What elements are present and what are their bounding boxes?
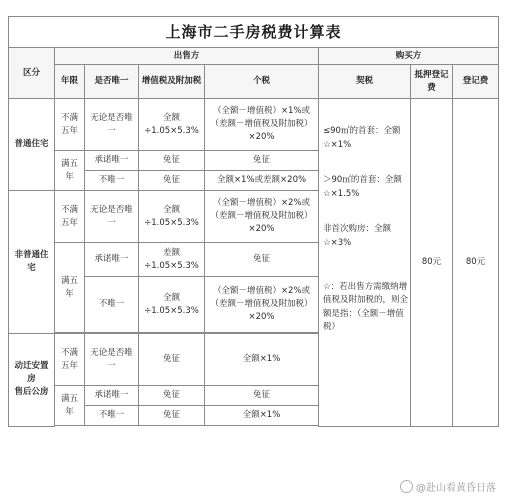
table-title: 上海市二手房税费计算表 [9,17,499,48]
ordinary-vat-exempt: 免征 [139,151,205,171]
ordinary-unique-yes: 承诺唯一 [85,151,139,171]
registration-fee-value: 80元 [453,99,499,427]
non-ordinary-personal-tax-2: （全额－增值税）×2%或（差额－增值税及附加税）×20% [205,277,319,333]
watermark [400,479,496,494]
deed-first-large: ＞90㎡的首套：全额☆×1.5% [323,175,402,199]
resettlement-vat-exempt: 免征 [139,334,205,386]
ordinary-vat-exempt-2: 免征 [139,171,205,191]
watermark-logo-icon [400,480,413,493]
header-mortgage-fee: 抵押登记费 [411,65,453,99]
resettlement-unique-no: 不唯一 [85,406,139,426]
non-ordinary-unique-no: 不唯一 [85,277,139,333]
non-ordinary-under5: 不满五年 [55,191,85,243]
header-registration-fee: 登记费 [453,65,499,99]
resettlement-tax-exempt: 免征 [205,386,319,406]
header-deed-tax: 契税 [319,65,411,99]
section-ordinary [9,99,55,191]
header-seller: 出售方 [55,48,319,65]
mortgage-fee-value: 80元 [411,99,453,427]
non-ordinary-vat-full-2: 全额÷1.05×5.3% [139,277,205,333]
non-ordinary-vat: 全额÷1.05×5.3% [139,191,205,243]
ordinary-unique-no: 不唯一 [85,171,139,191]
header-category: 区分 [9,48,55,99]
resettlement-any-unique: 无论是否唯一 [85,334,139,386]
header-years: 年限 [55,65,85,99]
resettlement-under5: 不满五年 [55,334,85,386]
spacer [323,152,408,174]
header-buyer: 购买方 [319,48,499,65]
resettlement-unique-yes: 承诺唯一 [85,386,139,406]
deed-note: ☆：若出售方需缴纳增值税及附加税的，则全额是指：（全额－增值税） [323,281,409,333]
section-ordinary-label: 普通住宅 [14,138,49,149]
ordinary-any-unique: 无论是否唯一 [85,99,139,151]
section-resettlement [9,334,55,427]
spacer [323,251,408,281]
ordinary-tax-over5-no: 全额×1%或差额×20% [205,171,319,191]
section-public-housing-label: 售后公房 [14,387,49,398]
non-ordinary-any-unique: 无论是否唯一 [85,191,139,243]
non-ordinary-vat-diff: 差额÷1.05×5.3% [139,243,205,277]
spacer [323,103,408,125]
tax-table [8,16,499,427]
ordinary-personal-tax: （全额－增值税）×1%或（差额－增值税及附加税）×20% [205,99,319,151]
ordinary-under5: 不满五年 [55,99,85,151]
resettlement-vat-exempt-2: 免征 [139,386,205,406]
non-ordinary-over5: 满五年 [55,243,85,333]
non-ordinary-tax-exempt: 免征 [205,243,319,277]
deed-tax-cell [319,99,411,427]
tax-fee-sheet [8,16,499,427]
ordinary-tax-exempt: 免征 [205,151,319,171]
resettlement-vat-exempt-3: 免征 [139,406,205,426]
deed-tax-block [323,103,408,335]
resettlement-tax-2: 全额×1% [205,406,319,426]
section-resettlement-label: 动迁安置房 [14,360,49,385]
deed-non-first: 非首次购房：全额☆×3% [323,224,392,248]
header-unique: 是否唯一 [85,65,139,99]
section-non-ordinary [9,191,55,334]
resettlement-over5: 满五年 [55,386,85,426]
section-non-ordinary-label: 非普通住宅 [14,249,49,273]
spacer [323,201,408,223]
ordinary-over5: 满五年 [55,151,85,191]
ordinary-vat: 全额÷1.05×5.3% [139,99,205,151]
header-personal-tax: 个税 [205,65,319,99]
spacer-row [55,426,319,427]
deed-first-small: ≤90㎡的首套：全额☆×1% [323,126,401,150]
non-ordinary-personal-tax: （全额－增值税）×2%或（差额－增值税及附加税）×20% [205,191,319,243]
watermark-text: @赴山看黄昏日落 [416,483,496,494]
non-ordinary-unique-yes: 承诺唯一 [85,243,139,277]
header-vat: 增值税及附加税 [139,65,205,99]
resettlement-tax: 全额×1% [205,334,319,386]
